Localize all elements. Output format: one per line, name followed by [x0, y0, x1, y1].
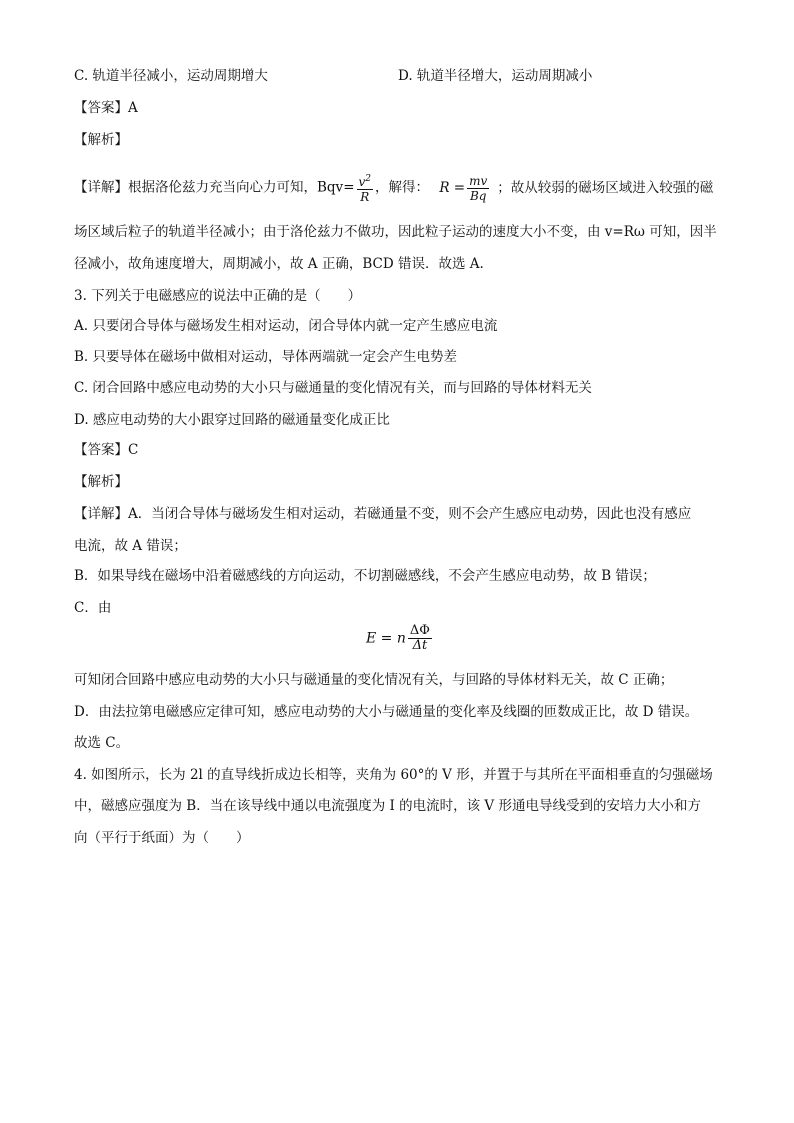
q4-stem-line-3: 向（平行于纸面）为（ ）: [74, 830, 250, 846]
frac-denominator: R: [360, 190, 370, 204]
frac-denominator: Bq: [469, 188, 487, 203]
frac-numerator: v: [358, 175, 366, 189]
answer-value: C: [128, 442, 139, 458]
q3-detail-a-1: [74, 504, 691, 524]
q3-detail-c-2: 可知闭合回路中感应电动势的大小只与磁通量的变化情况有关，与回路的导体材料无关，故 C 正确；: [74, 672, 674, 688]
q3-detail-d: D．由法拉第电磁感应定律可知，感应电动势的大小与磁通量的变化率及线圈的匝数成正比，故 D 错误。: [74, 704, 699, 720]
fraction-v2-over-r: [357, 172, 374, 204]
q3-detail-b: B．如果导线在磁场中沿着磁感线的方向运动，不切割磁感线，不会产生感应电动势，故 B 错误；: [74, 568, 656, 584]
detail-text: ，解得：: [375, 179, 430, 196]
detail-text: ；故从较弱的磁场区域进入较强的磁: [497, 179, 714, 196]
q2-answer: [74, 98, 138, 118]
fraction-mv-over-bq: [467, 174, 489, 203]
detail-text: 根据洛伦兹力充当向心力可知，Bqv=: [128, 179, 355, 196]
answer-value: A: [128, 100, 138, 116]
q2-detail-line-2: 场区域后粒子的轨道半径减小；由于洛伦兹力不做功，因此粒子运动的速度大小不变，由 v=Rω 可知，因半: [74, 224, 717, 240]
answer-label: 【答案】: [74, 442, 128, 458]
q2-option-c: C. 轨道半径减小，运动周期增大: [74, 68, 268, 84]
q3-detail-c-1: C．由: [74, 600, 112, 616]
q3-analysis-label: 【解析】: [74, 474, 128, 490]
answer-label: 【答案】: [74, 100, 128, 116]
faraday-equation: [366, 624, 434, 653]
q2-detail-line-3: 径减小，故角速度增大，周期减小，故 A 正确，BCD 错误．故选 A.: [74, 256, 484, 272]
q4-stem-line-2: 中，磁感应强度为 B．当在该导线中通以电流强度为 I 的电流时，该 V 形通电导线受到的安培力大小和方: [74, 798, 701, 814]
formula-r: R =: [439, 179, 466, 196]
equation-lhs: E = n: [366, 630, 406, 647]
q3-answer: [74, 440, 138, 460]
q4-stem-line-1: 4. 如图所示，长为 2l 的直导线折成边长相等，夹角为 60°的 V 形，并置于与其所在平面相垂直的匀强磁场: [74, 767, 713, 783]
q2-detail-line-1: [74, 172, 713, 204]
frac-numerator: mv: [469, 173, 488, 188]
frac-numerator: ΔΦ: [409, 623, 430, 638]
detail-text: A．当闭合导体与磁场发生相对运动，若磁通量不变，则不会产生感应电动势，因此也没有感应: [128, 506, 692, 522]
q3-option-a: A. 只要闭合导体与磁场发生相对运动，闭合导体内就一定产生感应电流: [74, 318, 498, 334]
q3-option-d: D. 感应电动势的大小跟穿过回路的磁通量变化成正比: [74, 412, 390, 428]
q3-detail-a-2: 电流，故 A 错误；: [74, 538, 187, 554]
q3-stem: 3. 下列关于电磁感应的说法中正确的是（ ）: [74, 288, 362, 304]
q3-option-c: C. 闭合回路中感应电动势的大小只与磁通量的变化情况有关，而与回路的导体材料无关: [74, 380, 592, 396]
fraction-dphi-over-dt: [408, 624, 432, 653]
q3-option-b: B. 只要导体在磁场中做相对运动，导体两端就一定会产生电势差: [74, 349, 458, 365]
frac-denominator: Δt: [412, 638, 428, 653]
q2-option-d: D. 轨道半径增大，运动周期减小: [398, 68, 593, 84]
q3-conclusion: 故选 C。: [74, 735, 130, 751]
q2-analysis-label: 【解析】: [74, 132, 128, 148]
detail-label: 【详解】: [74, 179, 128, 196]
frac-exponent: 2: [365, 174, 372, 184]
detail-label: 【详解】: [74, 506, 128, 522]
